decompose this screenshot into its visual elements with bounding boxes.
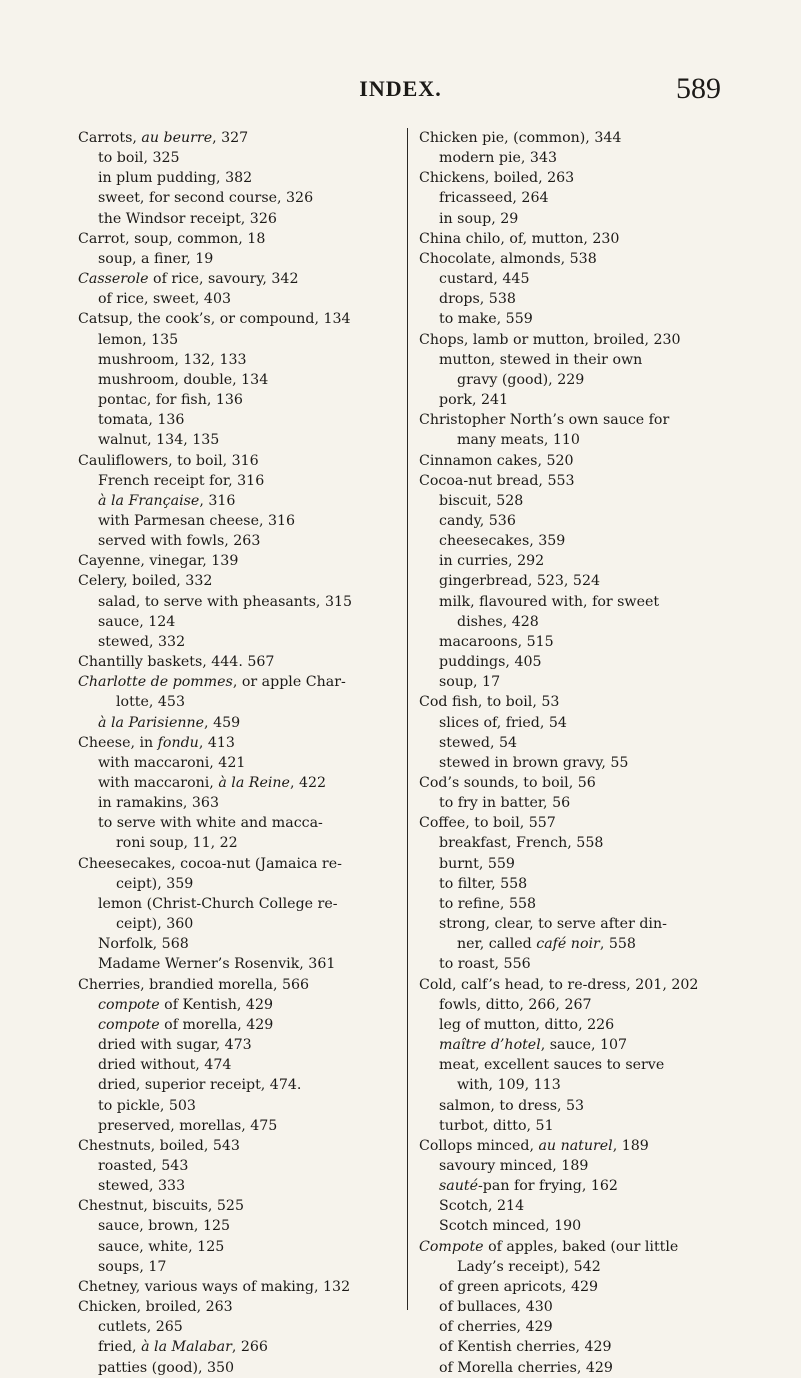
index-entry: Norfolk, 568 bbox=[98, 936, 189, 953]
index-entry: the Windsor receipt, 326 bbox=[98, 210, 277, 227]
index-entry: French receipt for, 316 bbox=[98, 472, 265, 489]
index-entry: lotte, 453 bbox=[116, 694, 185, 711]
index-entry: cutlets, 265 bbox=[98, 1319, 183, 1336]
running-header-title: INDEX. bbox=[359, 76, 442, 101]
index-entry: in plum pudding, 382 bbox=[98, 170, 253, 187]
index-entry: to fry in batter, 56 bbox=[439, 795, 571, 812]
index-entry: biscuit, 528 bbox=[439, 492, 524, 509]
index-entry: stewed, 333 bbox=[98, 1178, 186, 1195]
index-entry: Cod fish, to boil, 53 bbox=[419, 694, 560, 711]
index-entry: of bullaces, 430 bbox=[439, 1299, 553, 1316]
index-entry: macaroons, 515 bbox=[439, 633, 554, 650]
index-entry: Chicken, broiled, 263 bbox=[78, 1299, 233, 1316]
index-entry: roasted, 543 bbox=[98, 1157, 189, 1174]
index-entry: preserved, morellas, 475 bbox=[98, 1117, 278, 1134]
index-entry: of rice, sweet, 403 bbox=[98, 291, 232, 308]
index-entry: strong, clear, to serve after din- bbox=[439, 916, 667, 933]
index-entry: soup, a finer, 19 bbox=[98, 250, 214, 267]
index-entry: Carrot, soup, common, 18 bbox=[78, 230, 266, 247]
index-entry: sauce, 124 bbox=[98, 613, 176, 630]
index-entry: Coffee, to boil, 557 bbox=[419, 815, 556, 832]
index-entry: candy, 536 bbox=[439, 512, 516, 529]
index-entry: milk, flavoured with, for sweet bbox=[439, 593, 660, 610]
index-entry: with maccaroni, 421 bbox=[98, 754, 246, 771]
index-entry: with, 109, 113 bbox=[457, 1077, 561, 1094]
index-entry: pontac, for fish, 136 bbox=[98, 392, 243, 409]
index-entry: Cocoa-nut bread, 553 bbox=[419, 472, 575, 489]
index-entry: dried with sugar, 473 bbox=[98, 1037, 252, 1054]
index-entry: sauce, white, 125 bbox=[98, 1238, 225, 1255]
index-entry: Chops, lamb or mutton, broiled, 230 bbox=[419, 331, 681, 348]
index-entry: tomata, 136 bbox=[98, 412, 185, 429]
index-entry: ner, called café noir, 558 bbox=[457, 936, 636, 953]
index-entry: of Morella cherries, 429 bbox=[439, 1359, 613, 1376]
index-entry: Chestnuts, boiled, 543 bbox=[78, 1137, 240, 1154]
index-entry: sauce, brown, 125 bbox=[98, 1218, 231, 1235]
index-entry: fowls, ditto, 266, 267 bbox=[439, 996, 592, 1013]
index-entry: salad, to serve with pheasants, 315 bbox=[98, 593, 353, 610]
index-entry: leg of mutton, ditto, 226 bbox=[439, 1016, 615, 1033]
index-entry: gingerbread, 523, 524 bbox=[439, 573, 601, 590]
index-entry: fried, à la Malabar, 266 bbox=[98, 1339, 268, 1356]
index-column-right bbox=[419, 128, 739, 1378]
index-entry: Cayenne, vinegar, 139 bbox=[78, 553, 239, 570]
index-entry: China chilo, of, mutton, 230 bbox=[419, 230, 620, 247]
index-entry: soups, 17 bbox=[98, 1258, 167, 1275]
index-entry: mushroom, double, 134 bbox=[98, 371, 269, 388]
index-entry: to make, 559 bbox=[439, 311, 533, 328]
index-entry: Chocolate, almonds, 538 bbox=[419, 250, 597, 267]
index-entry: to filter, 558 bbox=[439, 875, 528, 892]
index-entry: lemon, 135 bbox=[98, 331, 179, 348]
index-entry: fricasseed, 264 bbox=[439, 190, 549, 207]
index-entry: with Parmesan cheese, 316 bbox=[98, 512, 296, 529]
index-entry: compote of morella, 429 bbox=[98, 1016, 274, 1033]
index-entry: Celery, boiled, 332 bbox=[78, 573, 213, 590]
index-entry: to roast, 556 bbox=[439, 956, 531, 973]
index-entry: burnt, 559 bbox=[439, 855, 515, 872]
index-entry: Lady’s receipt), 542 bbox=[457, 1258, 601, 1275]
index-entry: Scotch minced, 190 bbox=[439, 1218, 582, 1235]
index-entry: à la Française, 316 bbox=[98, 492, 236, 509]
index-entry: ceipt), 360 bbox=[116, 916, 194, 933]
index-entry: breakfast, French, 558 bbox=[439, 835, 604, 852]
index-entry: Compote of apples, baked (our little bbox=[419, 1238, 679, 1255]
page-number: 589 bbox=[676, 72, 721, 105]
index-entry: mutton, stewed in their own bbox=[439, 351, 643, 368]
index-entry: mushroom, 132, 133 bbox=[98, 351, 247, 368]
index-entry: Catsup, the cook’s, or compound, 134 bbox=[78, 311, 351, 328]
index-entry: cheesecakes, 359 bbox=[439, 533, 566, 550]
index-entry: modern pie, 343 bbox=[439, 150, 558, 167]
index-entry: meat, excellent sauces to serve bbox=[439, 1057, 665, 1074]
index-entry: dried without, 474 bbox=[98, 1057, 232, 1074]
index-entry: à la Parisienne, 459 bbox=[98, 714, 241, 731]
index-entry: of Kentish cherries, 429 bbox=[439, 1339, 612, 1356]
index-entry: Cherries, brandied morella, 566 bbox=[78, 976, 310, 993]
index-entry: to pickle, 503 bbox=[98, 1097, 196, 1114]
index-entry: Carrots, au beurre, 327 bbox=[78, 130, 249, 146]
index-entry: custard, 445 bbox=[439, 271, 530, 288]
index-entry: in soup, 29 bbox=[439, 210, 519, 227]
index-entry: sweet, for second course, 326 bbox=[98, 190, 314, 207]
index-entry: stewed, 332 bbox=[98, 633, 186, 650]
index-entry: Cinnamon cakes, 520 bbox=[419, 452, 574, 469]
index-entry: Chetney, various ways of making, 132 bbox=[78, 1278, 351, 1295]
index-entry: in curries, 292 bbox=[439, 553, 545, 570]
index-entry: Cheesecakes, cocoa-nut (Jamaica re- bbox=[78, 855, 342, 872]
index-entry: pork, 241 bbox=[439, 392, 509, 409]
index-entry: many meats, 110 bbox=[457, 432, 580, 449]
index-entry: salmon, to dress, 53 bbox=[439, 1097, 585, 1114]
index-entry: Christopher North’s own sauce for bbox=[419, 412, 670, 429]
index-entry: turbot, ditto, 51 bbox=[439, 1117, 554, 1134]
index-entry: Cauliflowers, to boil, 316 bbox=[78, 452, 259, 469]
index-entry: dishes, 428 bbox=[457, 613, 539, 630]
index-entry: served with fowls, 263 bbox=[98, 533, 261, 550]
index-entry: Cod’s sounds, to boil, 56 bbox=[419, 775, 596, 791]
column-divider bbox=[407, 128, 408, 1310]
index-entry: of cherries, 429 bbox=[439, 1319, 553, 1336]
index-entry: Casserole of rice, savoury, 342 bbox=[78, 271, 299, 288]
index-entry: ceipt), 359 bbox=[116, 875, 194, 892]
index-entry: drops, 538 bbox=[439, 291, 516, 308]
index-entry: stewed, 54 bbox=[439, 734, 518, 751]
index-entry: lemon (Christ-Church College re- bbox=[98, 895, 338, 912]
index-entry: roni soup, 11, 22 bbox=[116, 835, 238, 852]
index-entry: gravy (good), 229 bbox=[457, 371, 585, 388]
index-entry: stewed in brown gravy, 55 bbox=[439, 754, 629, 771]
index-entry: walnut, 134, 135 bbox=[98, 432, 220, 449]
index-entry: with maccaroni, à la Reine, 422 bbox=[98, 775, 327, 791]
index-entry: Scotch, 214 bbox=[439, 1198, 525, 1215]
index-entry: patties (good), 350 bbox=[98, 1359, 235, 1376]
index-entry: to serve with white and macca- bbox=[98, 815, 323, 832]
index-entry: slices of, fried, 54 bbox=[439, 714, 567, 731]
index-entry: in ramakins, 363 bbox=[98, 795, 219, 812]
index-entry: Charlotte de pommes, or apple Char- bbox=[78, 674, 346, 691]
index-entry: puddings, 405 bbox=[439, 654, 542, 671]
index-entry: compote of Kentish, 429 bbox=[98, 996, 273, 1013]
index-entry: Madame Werner’s Rosenvik, 361 bbox=[98, 956, 336, 973]
index-entry: Chantilly baskets, 444. 567 bbox=[78, 654, 275, 671]
index-entry: Collops minced, au naturel, 189 bbox=[419, 1137, 649, 1154]
index-entry: of green apricots, 429 bbox=[439, 1278, 599, 1295]
index-entry: Chicken pie, (common), 344 bbox=[419, 130, 622, 146]
index-entry: to boil, 325 bbox=[98, 150, 180, 167]
index-entry: dried, superior receipt, 474. bbox=[98, 1077, 302, 1094]
index-column-left bbox=[78, 128, 396, 1378]
index-entry: sauté-pan for frying, 162 bbox=[439, 1178, 618, 1195]
index-entry: to refine, 558 bbox=[439, 895, 537, 912]
index-entry: Cheese, in fondu, 413 bbox=[78, 734, 235, 751]
index-entry: maître d’hotel, sauce, 107 bbox=[439, 1037, 628, 1054]
index-entry: soup, 17 bbox=[439, 674, 501, 691]
index-entry: Cold, calf’s head, to re-dress, 201, 202 bbox=[419, 976, 699, 993]
index-entry: Chickens, boiled, 263 bbox=[419, 170, 575, 187]
index-entry: savoury minced, 189 bbox=[439, 1157, 589, 1174]
index-entry: Chestnut, biscuits, 525 bbox=[78, 1198, 244, 1215]
